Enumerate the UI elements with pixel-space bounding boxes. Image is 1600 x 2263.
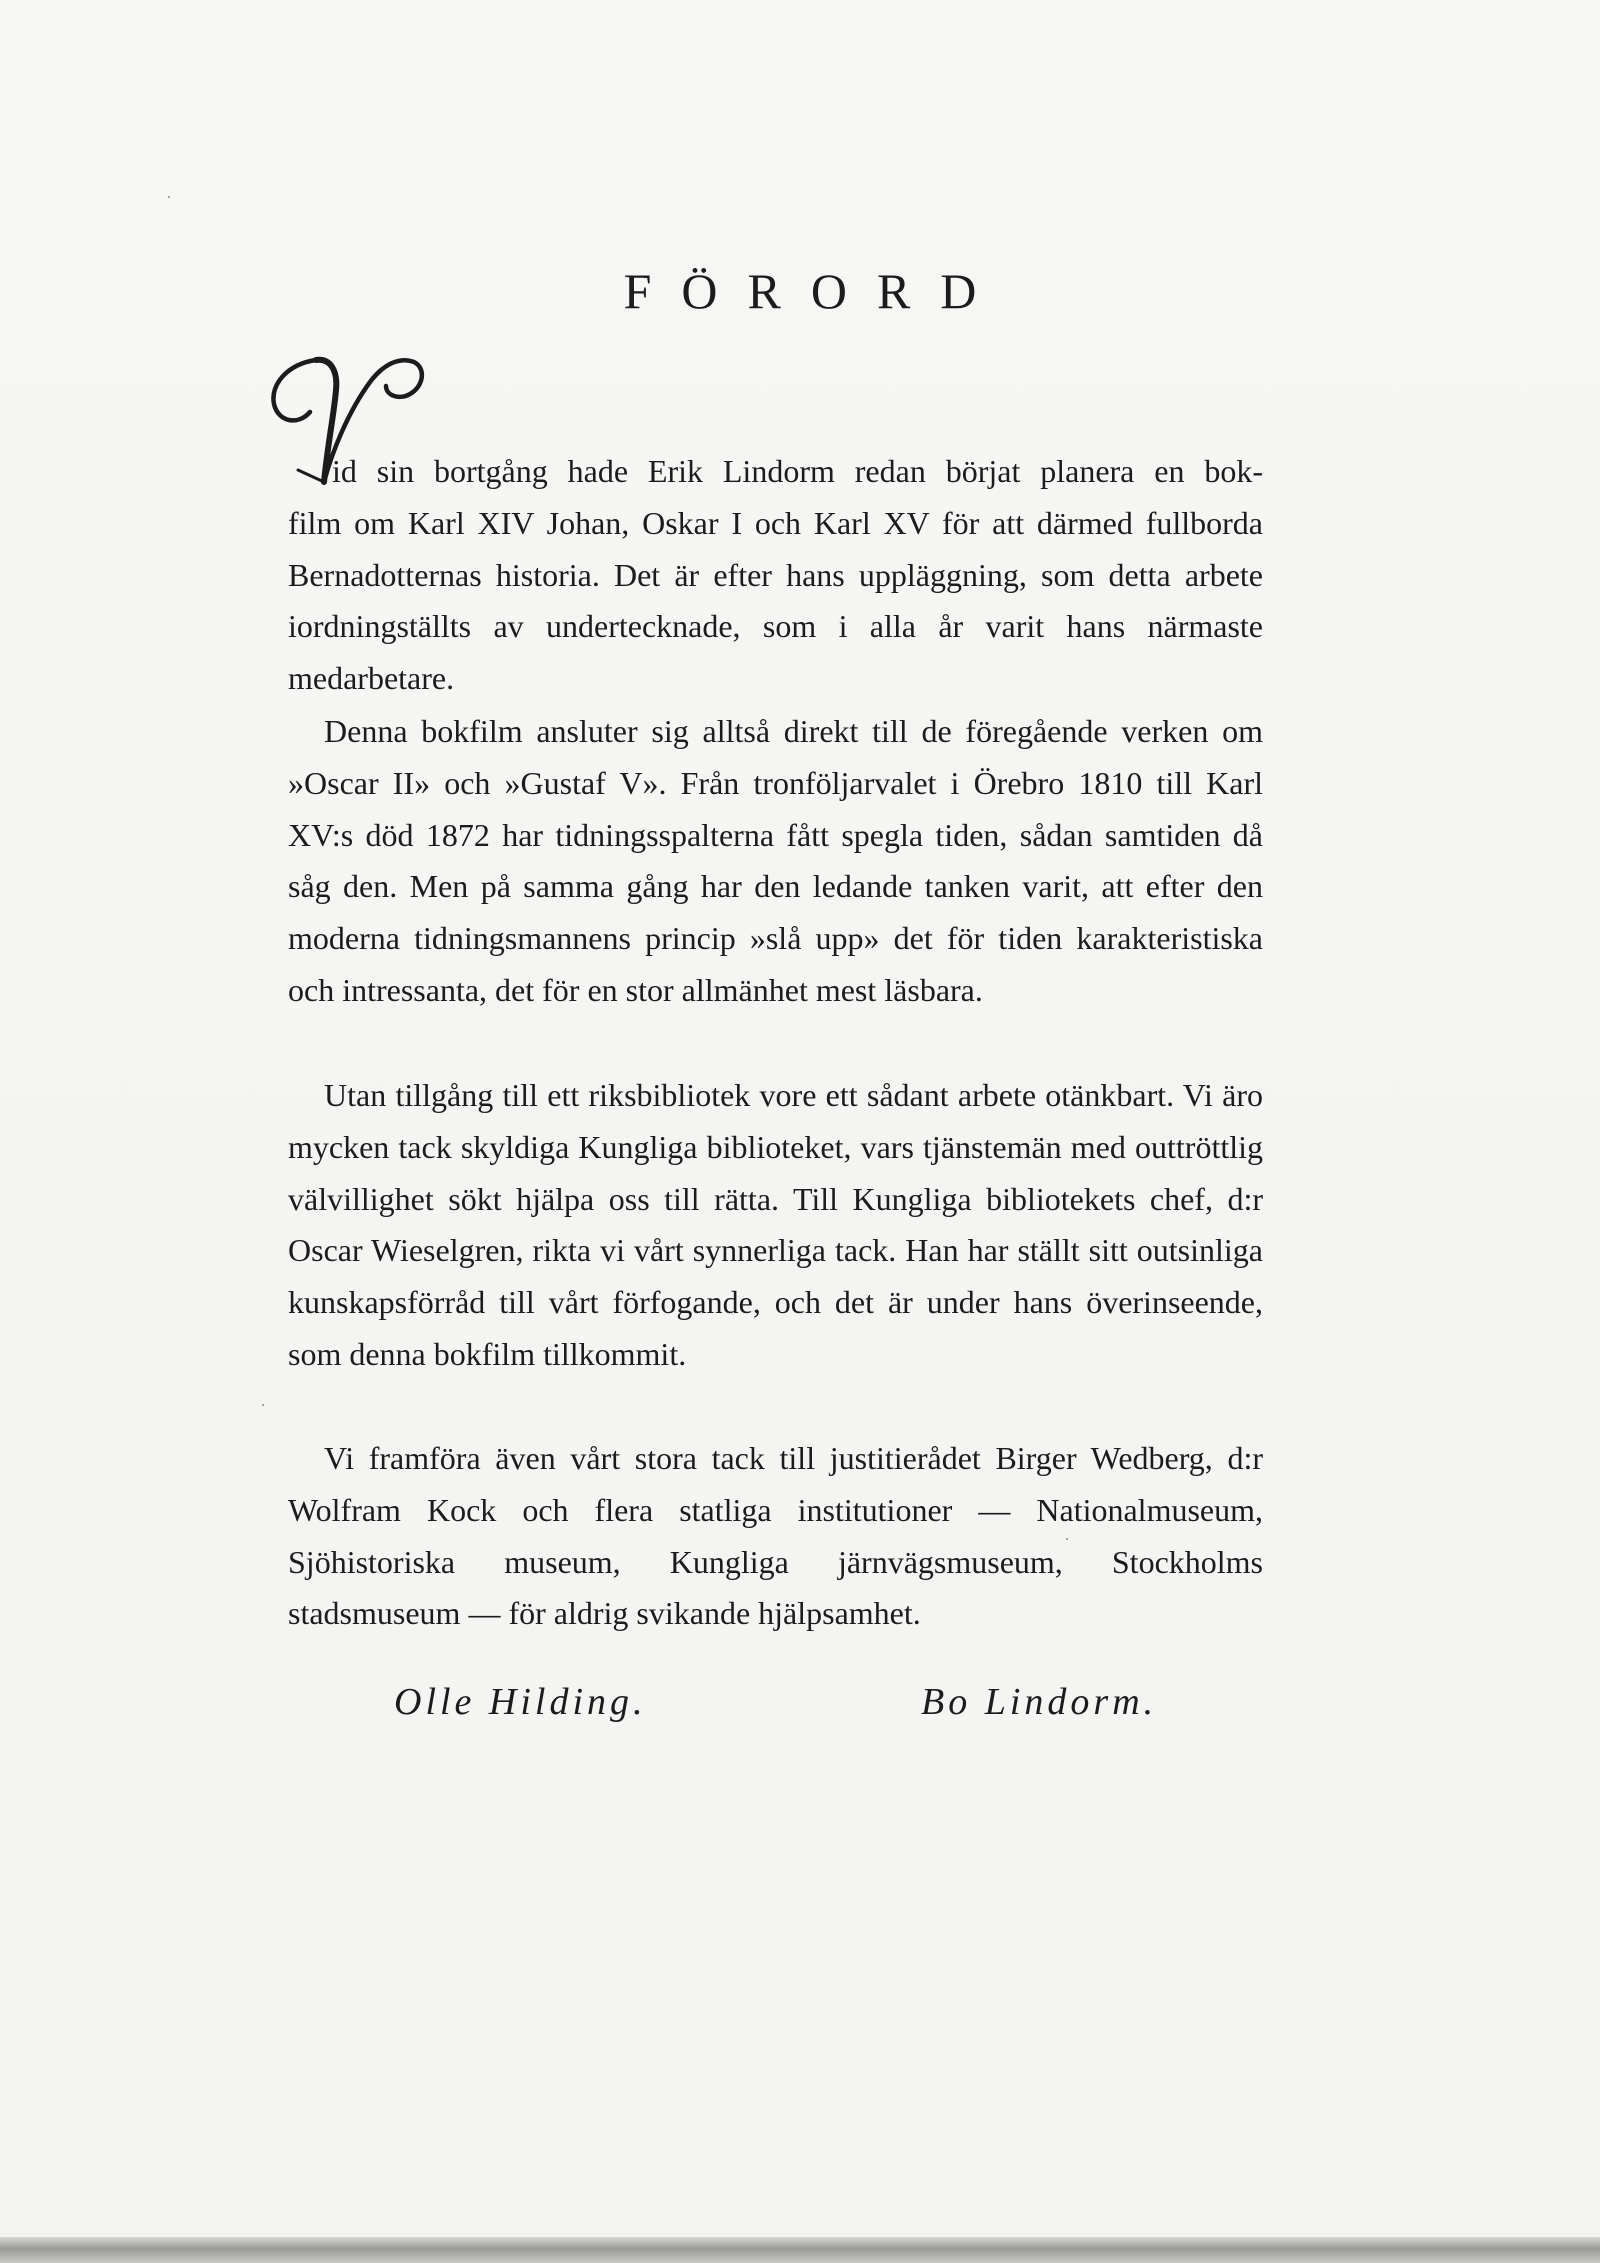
paper-speck bbox=[168, 196, 170, 198]
signature-olle-hilding: Olle Hilding. bbox=[394, 1681, 647, 1723]
paragraph-3: Utan tillgång till ett riksbibliotek vore ett sådant arbete otänkbart. Vi äro mycken tack skyldiga Kungliga biblioteket, vars tjänstemän med outtröttlig välvillighet sökt hjälpa oss till rätta. Till Kungliga bibliotekets chef, d:r Oscar Wieselgren, rikta vi vårt synnerliga tack. Han har ställt sitt outsinliga kunskapsförråd till vårt förfogande, och det är under hans överinseende, som denna bokfilm tillkommit. bbox=[288, 1077, 1263, 1372]
paper-speck bbox=[262, 1404, 264, 1406]
signature-bo-lindorm: Bo Lindorm. bbox=[921, 1681, 1158, 1723]
paragraph-1-first-line: id sin bortgång hade Erik Lindorm redan börjat planera en bok- bbox=[332, 453, 1263, 489]
paragraph-4: Vi framföra även vårt stora tack till justitierådet Birger Wedberg, d:r Wolfram Kock och flera statliga institutioner — Nationalmuseum, Sjöhistoriska museum, Kungliga järnvägsmuseum, Stockholms stadsmuseum — för aldrig svikande hjälpsamhet. bbox=[288, 1440, 1263, 1632]
paragraph-1 bbox=[288, 446, 1263, 705]
paragraph-1-rest: film om Karl XIV Johan, Oskar I och Karl XV för att därmed fullborda Bernadotternas historia. Det är efter hans uppläggning, som detta arbete iordningställts av undertecknade, som i alla år varit hans närmaste medarbetare. bbox=[288, 504, 1263, 697]
paper-speck bbox=[1066, 1538, 1068, 1540]
paragraph-2: Denna bokfilm ansluter sig alltså direkt till de föregående verken om »Oscar II» och »Gustaf V». Från tronföljarvalet i Örebro 1810 till Karl XV:s död 1872 har tidningsspalterna fått spegla tiden, sådan samtiden då såg den. Men på samma gång har den ledande tanken varit, att efter den moderna tidningsmannens princip »slå upp» det för tiden karakteristiska och intressanta, det för en stor allmänhet mest läsbara. bbox=[288, 713, 1263, 1008]
page-title: FÖRORD bbox=[623, 263, 1007, 319]
page-bottom-edge bbox=[0, 2237, 1600, 2263]
